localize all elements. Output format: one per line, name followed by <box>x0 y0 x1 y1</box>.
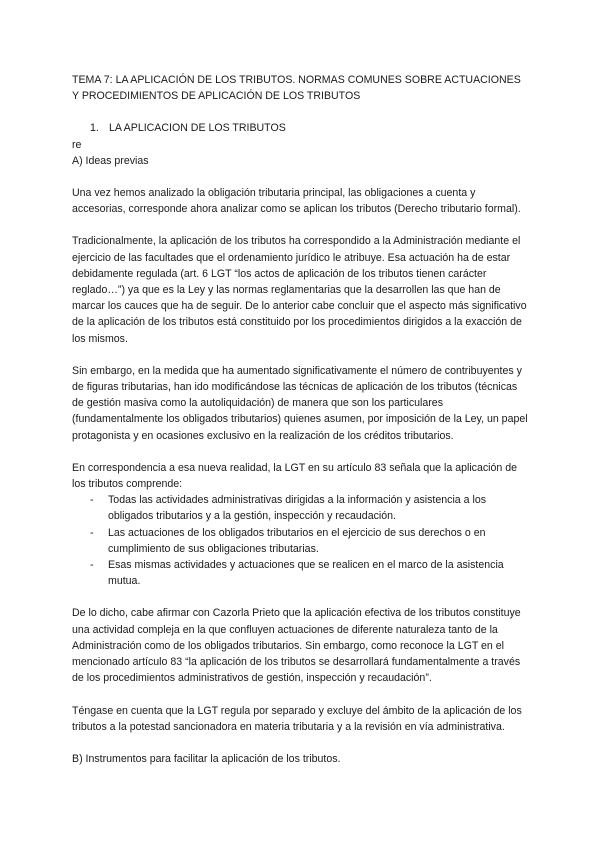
bullet-text: Todas las actividades administrativas dirigidas a la información y asistencia a los obligados tributarios y a la gestión, inspección y recaudación. <box>108 494 487 523</box>
document-page <box>72 72 528 783</box>
bullet-marker: - <box>90 559 94 572</box>
section-heading <box>72 120 528 136</box>
bullet-list <box>72 492 528 589</box>
bullet-item <box>72 525 528 557</box>
bullet-marker: - <box>90 494 94 507</box>
paragraph: De lo dicho, cabe afirmar con Cazorla Prieto que la aplicación efectiva de los tributos constituye una actividad compleja en la que confluyen actuaciones de diferente naturaleza tanto de la Administración como de los obligados tributarios. Sin embargo, como reconoce la LGT en el mencionado artículo 83 “la aplicación de los tributos se desarrollará fundamentalmente a través de los procedimientos administrativos de gestión, inspección y recaudación”. <box>72 607 521 685</box>
subsection-heading-b: B) Instrumentos para facilitar la aplicación de los tributos. <box>72 752 341 765</box>
paragraph: En correspondencia a esa nueva realidad, la LGT en su artículo 83 señala que la aplicación de los tributos comprende: <box>72 461 518 491</box>
bullet-item <box>72 557 528 589</box>
paragraph: Sin embargo, en la medida que ha aumentado significativamente el número de contribuyentes y de figuras tributarias, han ido modificándose las técnicas de aplicación de los tributos (técnicas de gestión masiva como la autoliquidación) de manera que son los particulares (fundamentalmente los obligados tributarios) quienes asumen, por imposición de la Ley, un papel protagonista y en ocasiones exclusivo en la realización de los créditos tributarios. <box>72 364 528 442</box>
paragraph: Tradicionalmente, la aplicación de los tributos ha correspondido a la Administración mediante el ejercicio de las facultades que el ordenamiento jurídico le atribuye. Esa actuación ha de estar debidamente regulada (art. 6 LGT “los actos de aplicación de los tributos tienen carácter reglado…”) ya que es la Ley y las normas reglamentarias que la desarrollen las que han de marcar los cauces que ha de seguir. De lo anterior cabe concluir que el aspecto más significativo de la aplicación de los tributos está constituido por los procedimientos dirigidos a la exacción de los mismos. <box>72 235 527 345</box>
paragraph: Una vez hemos analizado la obligación tributaria principal, las obligaciones a cuenta y accesorias, corresponde ahora analizar como se aplican los tributos (Derecho tributario formal). <box>72 187 521 216</box>
document-title: TEMA 7: LA APLICACIÓN DE LOS TRIBUTOS. NORMAS COMUNES SOBRE ACTUACIONES Y PROCEDIMIENTOS DE APLICACIÓN DE LOS TRIBUTOS <box>72 74 521 103</box>
bullet-item <box>72 492 528 524</box>
bullet-text: Las actuaciones de los obligados tributarios en el ejercicio de sus derechos o en cumplimiento de sus obligaciones tributarias. <box>108 526 486 555</box>
stray-text: re <box>72 138 82 151</box>
paragraph: Téngase en cuenta que la LGT regula por separado y excluye del ámbito de la aplicación de los tributos a la potestad sancionadora en materia tributaria y a la revisión en vía administrativa. <box>72 704 522 733</box>
bullet-marker: - <box>90 526 94 539</box>
section-label: LA APLICACION DE LOS TRIBUTOS <box>108 122 286 135</box>
section-number: 1. <box>90 122 99 135</box>
bullet-text: Esas mismas actividades y actuaciones que se realicen en el marco de la asistencia mutua. <box>108 559 504 588</box>
subsection-heading-a: A) Ideas previas <box>72 154 149 167</box>
